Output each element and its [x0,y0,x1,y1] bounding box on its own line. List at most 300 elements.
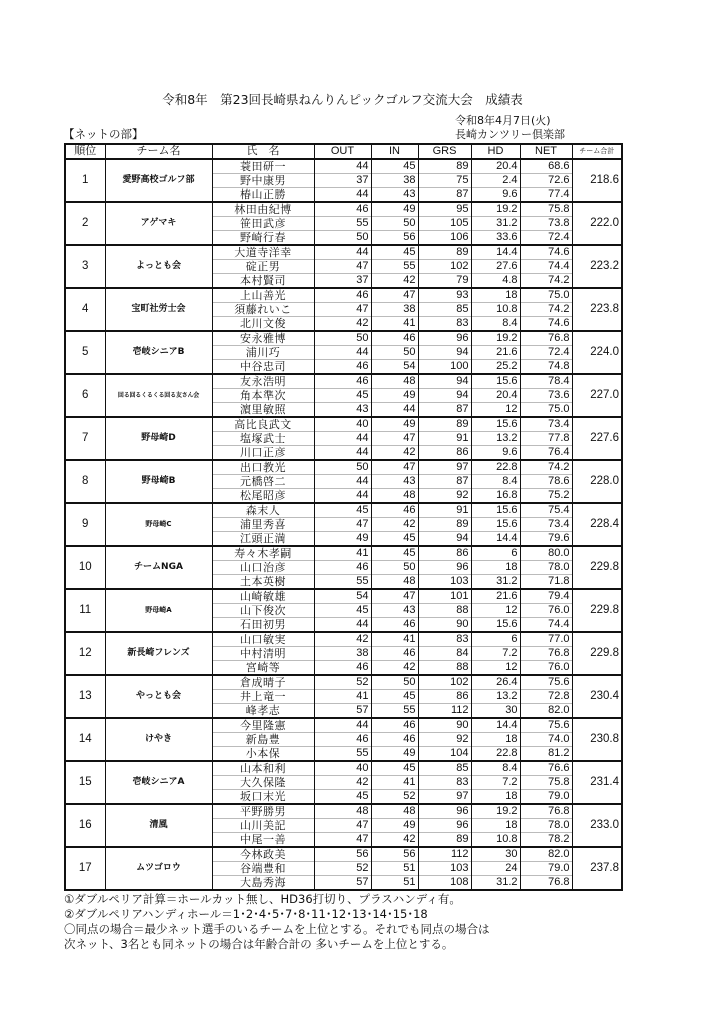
score-net: 74.8 [520,360,572,375]
header-team-total: チーム合計 [572,144,622,159]
player-name: 須藤れいこ [212,303,314,317]
score-grs: 84 [418,647,471,661]
score-out: 50 [314,331,371,346]
score-net: 81.2 [520,747,572,762]
score-grs: 89 [418,417,471,432]
score-net: 74.2 [520,460,572,475]
score-hd: 6 [471,632,520,647]
score-in: 45 [371,245,418,260]
score-grs: 87 [418,475,471,489]
score-grs: 85 [418,303,471,317]
score-in: 41 [371,776,418,790]
team-name: やっとも会 [105,675,212,718]
score-grs: 100 [418,360,471,375]
score-net: 79.0 [520,862,572,876]
score-hd: 20.4 [471,389,520,403]
score-net: 73.6 [520,389,572,403]
player-name: 大久保隆 [212,776,314,790]
score-hd: 4.8 [471,274,520,289]
score-in: 48 [371,374,418,389]
score-grs: 88 [418,661,471,676]
note-4: 次ネット、3名とも同ネットの場合は年齢合計の 多いチームを上位とする。 [64,937,454,951]
score-in: 45 [371,532,418,547]
score-hd: 14.4 [471,245,520,260]
player-name: 高比良武文 [212,417,314,432]
score-out: 45 [314,790,371,805]
score-in: 51 [371,862,418,876]
event-date: 令和8年4月7日(火) [455,114,551,127]
score-in: 45 [371,546,418,561]
team-name: 壱岐シニアB [105,331,212,374]
score-in: 56 [371,231,418,246]
score-out: 46 [314,288,371,303]
score-out: 57 [314,876,371,891]
score-grs: 83 [418,632,471,647]
score-out: 44 [314,489,371,504]
score-net: 75.4 [520,503,572,518]
score-out: 44 [314,188,371,203]
score-grs: 94 [418,346,471,360]
score-grs: 102 [418,260,471,274]
score-net: 72.6 [520,174,572,188]
score-grs: 92 [418,489,471,504]
team-name: 野母崎C [105,503,212,546]
player-name: 山川美記 [212,819,314,833]
score-net: 77.8 [520,432,572,446]
player-row [65,331,622,346]
score-in: 54 [371,360,418,375]
score-grs: 96 [418,804,471,819]
score-grs: 87 [418,188,471,203]
score-net: 80.0 [520,546,572,561]
team-name: 野母崎A [105,589,212,632]
score-net: 76.6 [520,761,572,776]
score-hd: 15.6 [471,374,520,389]
score-in: 49 [371,389,418,403]
score-out: 44 [314,245,371,260]
score-out: 42 [314,776,371,790]
score-out: 42 [314,632,371,647]
score-out: 50 [314,231,371,246]
player-name: 谷端豊和 [212,862,314,876]
player-name: 蓑田研一 [212,159,314,174]
note-2: ②ダブルペリアハンディホール＝1･2･4･5･7･8･11･12･13･14･15･18 [64,907,428,921]
score-out: 47 [314,833,371,848]
team-total: 230.4 [572,675,622,718]
score-hd: 33.6 [471,231,520,246]
score-out: 44 [314,718,371,733]
score-in: 43 [371,188,418,203]
score-hd: 13.2 [471,690,520,704]
score-hd: 19.2 [471,804,520,819]
score-out: 50 [314,460,371,475]
score-hd: 18 [471,288,520,303]
score-net: 79.4 [520,589,572,604]
score-in: 50 [371,675,418,690]
team-name: 壱岐シニアA [105,761,212,804]
player-name: 山崎敏雄 [212,589,314,604]
score-in: 55 [371,260,418,274]
score-hd: 8.4 [471,475,520,489]
score-net: 73.4 [520,417,572,432]
player-name: 大島秀海 [212,876,314,891]
score-in: 55 [371,704,418,719]
score-hd: 15.6 [471,417,520,432]
score-in: 47 [371,460,418,475]
score-hd: 7.2 [471,647,520,661]
team-rank: 15 [65,761,105,804]
score-grs: 88 [418,604,471,618]
score-hd: 27.6 [471,260,520,274]
team-name: ムツゴロウ [105,847,212,890]
player-name: 今林政美 [212,847,314,862]
score-net: 74.2 [520,274,572,289]
team-name: 清風 [105,804,212,847]
score-grs: 102 [418,675,471,690]
player-name: 新島豊 [212,733,314,747]
score-hd: 31.2 [471,217,520,231]
score-out: 44 [314,346,371,360]
player-name: 椿山正勝 [212,188,314,203]
score-out: 42 [314,317,371,332]
score-out: 40 [314,761,371,776]
score-hd: 22.8 [471,460,520,475]
score-out: 46 [314,374,371,389]
score-out: 46 [314,202,371,217]
score-net: 68.6 [520,159,572,174]
team-name: 新長崎フレンズ [105,632,212,675]
score-in: 49 [371,747,418,762]
player-row [65,503,622,518]
score-in: 46 [371,733,418,747]
team-rank: 3 [65,245,105,288]
score-in: 46 [371,718,418,733]
score-grs: 97 [418,790,471,805]
player-name: 倉成晴子 [212,675,314,690]
score-in: 46 [371,647,418,661]
score-grs: 94 [418,374,471,389]
player-row [65,460,622,475]
score-net: 74.4 [520,618,572,633]
team-total: 228.4 [572,503,622,546]
header-name: 氏 名 [212,144,314,159]
score-hd: 18 [471,733,520,747]
score-in: 51 [371,876,418,891]
header-hd: HD [471,144,520,159]
division-label: 【ネットの部】 [63,127,144,141]
player-row [65,374,622,389]
score-out: 55 [314,217,371,231]
player-name: 山下俊次 [212,604,314,618]
team-rank: 9 [65,503,105,546]
team-rank: 13 [65,675,105,718]
score-grs: 104 [418,747,471,762]
team-name: アゲマキ [105,202,212,245]
score-in: 47 [371,589,418,604]
team-name: 宝町社労士会 [105,288,212,331]
player-name: 森末人 [212,503,314,518]
score-in: 47 [371,288,418,303]
score-net: 72.8 [520,690,572,704]
score-net: 72.4 [520,346,572,360]
player-name: 中尾一善 [212,833,314,848]
score-in: 42 [371,274,418,289]
team-name: 野母崎B [105,460,212,503]
score-hd: 14.4 [471,532,520,547]
score-hd: 7.2 [471,776,520,790]
score-in: 56 [371,847,418,862]
score-hd: 6 [471,546,520,561]
score-in: 47 [371,432,418,446]
score-grs: 86 [418,446,471,461]
player-name: 塩塚武士 [212,432,314,446]
team-name: よっとも会 [105,245,212,288]
score-grs: 106 [418,231,471,246]
score-net: 72.4 [520,231,572,246]
team-total: 233.0 [572,804,622,847]
score-out: 44 [314,159,371,174]
score-grs: 83 [418,317,471,332]
note-3: 〇同点の場合＝最少ネット選手のいるチームを上位とする。それでも同点の場合は [64,922,490,936]
score-out: 37 [314,274,371,289]
score-in: 42 [371,661,418,676]
player-name: 山本和利 [212,761,314,776]
team-total: 229.8 [572,546,622,589]
header-out: OUT [314,144,371,159]
score-net: 76.0 [520,661,572,676]
score-out: 47 [314,303,371,317]
score-grs: 85 [418,761,471,776]
player-name: 林田由紀博 [212,202,314,217]
score-grs: 91 [418,432,471,446]
score-grs: 94 [418,532,471,547]
score-out: 49 [314,532,371,547]
player-name: 今里隆憲 [212,718,314,733]
score-grs: 96 [418,331,471,346]
score-grs: 93 [418,288,471,303]
score-hd: 2.4 [471,174,520,188]
player-name: 友永浩明 [212,374,314,389]
score-hd: 24 [471,862,520,876]
score-net: 77.0 [520,632,572,647]
team-rank: 16 [65,804,105,847]
team-rank: 6 [65,374,105,417]
score-net: 76.4 [520,446,572,461]
score-hd: 20.4 [471,159,520,174]
score-out: 55 [314,575,371,590]
score-hd: 30 [471,704,520,719]
score-hd: 31.2 [471,575,520,590]
player-name: 山口治彦 [212,561,314,575]
score-grs: 108 [418,876,471,891]
score-in: 52 [371,790,418,805]
score-grs: 75 [418,174,471,188]
player-name: 本村賢司 [212,274,314,289]
score-hd: 12 [471,403,520,418]
score-net: 76.8 [520,804,572,819]
score-in: 49 [371,417,418,432]
score-grs: 94 [418,389,471,403]
score-hd: 15.6 [471,618,520,633]
player-name: 川口正彦 [212,446,314,461]
score-in: 38 [371,303,418,317]
score-grs: 101 [418,589,471,604]
player-name: 北川文俊 [212,317,314,332]
team-rank: 1 [65,159,105,202]
team-rank: 17 [65,847,105,890]
score-net: 76.8 [520,647,572,661]
score-out: 37 [314,174,371,188]
score-out: 46 [314,360,371,375]
score-out: 44 [314,446,371,461]
score-net: 73.8 [520,217,572,231]
score-hd: 10.8 [471,833,520,848]
team-total: 227.0 [572,374,622,417]
team-total: 229.8 [572,589,622,632]
player-name: 野中康男 [212,174,314,188]
team-total: 224.0 [572,331,622,374]
score-grs: 90 [418,618,471,633]
player-name: 野崎行春 [212,231,314,246]
header-row [65,144,622,159]
score-hd: 12 [471,661,520,676]
player-name: 平野勝男 [212,804,314,819]
score-out: 43 [314,403,371,418]
score-hd: 26.4 [471,675,520,690]
score-in: 41 [371,317,418,332]
team-name: チームNGA [105,546,212,589]
score-in: 49 [371,202,418,217]
score-hd: 15.6 [471,503,520,518]
score-net: 73.4 [520,518,572,532]
score-in: 50 [371,346,418,360]
score-net: 74.6 [520,245,572,260]
team-name: 回る回るくるくる回る友さん会 [105,374,212,417]
score-net: 74.4 [520,260,572,274]
score-in: 46 [371,503,418,518]
player-row [65,804,622,819]
player-name: 江頭正満 [212,532,314,547]
score-out: 55 [314,747,371,762]
score-net: 76.0 [520,604,572,618]
score-hd: 18 [471,561,520,575]
header-rank: 順位 [65,144,105,159]
player-name: 坂口末光 [212,790,314,805]
team-rank: 2 [65,202,105,245]
score-in: 41 [371,632,418,647]
score-net: 75.0 [520,403,572,418]
score-in: 42 [371,446,418,461]
score-out: 46 [314,733,371,747]
score-in: 50 [371,217,418,231]
score-grs: 96 [418,819,471,833]
player-name: 濵里敏照 [212,403,314,418]
score-grs: 112 [418,847,471,862]
score-hd: 13.2 [471,432,520,446]
team-total: 223.2 [572,245,622,288]
score-net: 74.2 [520,303,572,317]
score-out: 47 [314,260,371,274]
player-row [65,546,622,561]
team-total: 229.8 [572,632,622,675]
player-row [65,159,622,174]
team-name: 愛野高校ゴルフ部 [105,159,212,202]
player-name: 宮崎等 [212,661,314,676]
team-rank: 14 [65,718,105,761]
score-in: 45 [371,159,418,174]
score-out: 44 [314,618,371,633]
score-hd: 18 [471,790,520,805]
results-table [64,143,623,891]
player-row [65,245,622,260]
score-out: 57 [314,704,371,719]
player-row [65,202,622,217]
results-body [65,159,622,890]
score-out: 45 [314,604,371,618]
player-name: 大道寺洋幸 [212,245,314,260]
team-rank: 5 [65,331,105,374]
score-net: 74.6 [520,317,572,332]
player-name: 小本保 [212,747,314,762]
score-net: 75.6 [520,675,572,690]
score-hd: 16.8 [471,489,520,504]
score-in: 43 [371,604,418,618]
score-hd: 9.6 [471,446,520,461]
score-grs: 90 [418,718,471,733]
score-net: 75.8 [520,202,572,217]
player-row [65,761,622,776]
event-venue: 長崎カンツリー倶楽部 [455,128,565,141]
score-grs: 96 [418,561,471,575]
team-total: 230.8 [572,718,622,761]
score-hd: 9.6 [471,188,520,203]
score-grs: 97 [418,460,471,475]
player-name: 中谷忠司 [212,360,314,375]
team-rank: 4 [65,288,105,331]
score-hd: 22.8 [471,747,520,762]
player-name: 土本英樹 [212,575,314,590]
score-hd: 14.4 [471,718,520,733]
player-name: 安永雅博 [212,331,314,346]
score-hd: 19.2 [471,202,520,217]
score-in: 44 [371,403,418,418]
score-out: 48 [314,804,371,819]
score-in: 48 [371,575,418,590]
player-row [65,632,622,647]
player-name: 井上竜一 [212,690,314,704]
score-grs: 89 [418,159,471,174]
score-in: 38 [371,174,418,188]
score-net: 75.6 [520,718,572,733]
score-hd: 30 [471,847,520,862]
team-rank: 12 [65,632,105,675]
document-title: 令和8年 第23回長崎県ねんりんピックゴルフ交流大会 成績表 [162,92,523,107]
team-total: 237.8 [572,847,622,890]
player-row [65,589,622,604]
score-net: 75.0 [520,288,572,303]
score-net: 78.4 [520,374,572,389]
score-net: 82.0 [520,847,572,862]
player-name: 山口敏実 [212,632,314,647]
score-net: 79.0 [520,790,572,805]
score-in: 48 [371,804,418,819]
score-grs: 91 [418,503,471,518]
score-out: 46 [314,661,371,676]
score-out: 45 [314,389,371,403]
player-row [65,288,622,303]
score-hd: 19.2 [471,331,520,346]
score-grs: 103 [418,575,471,590]
